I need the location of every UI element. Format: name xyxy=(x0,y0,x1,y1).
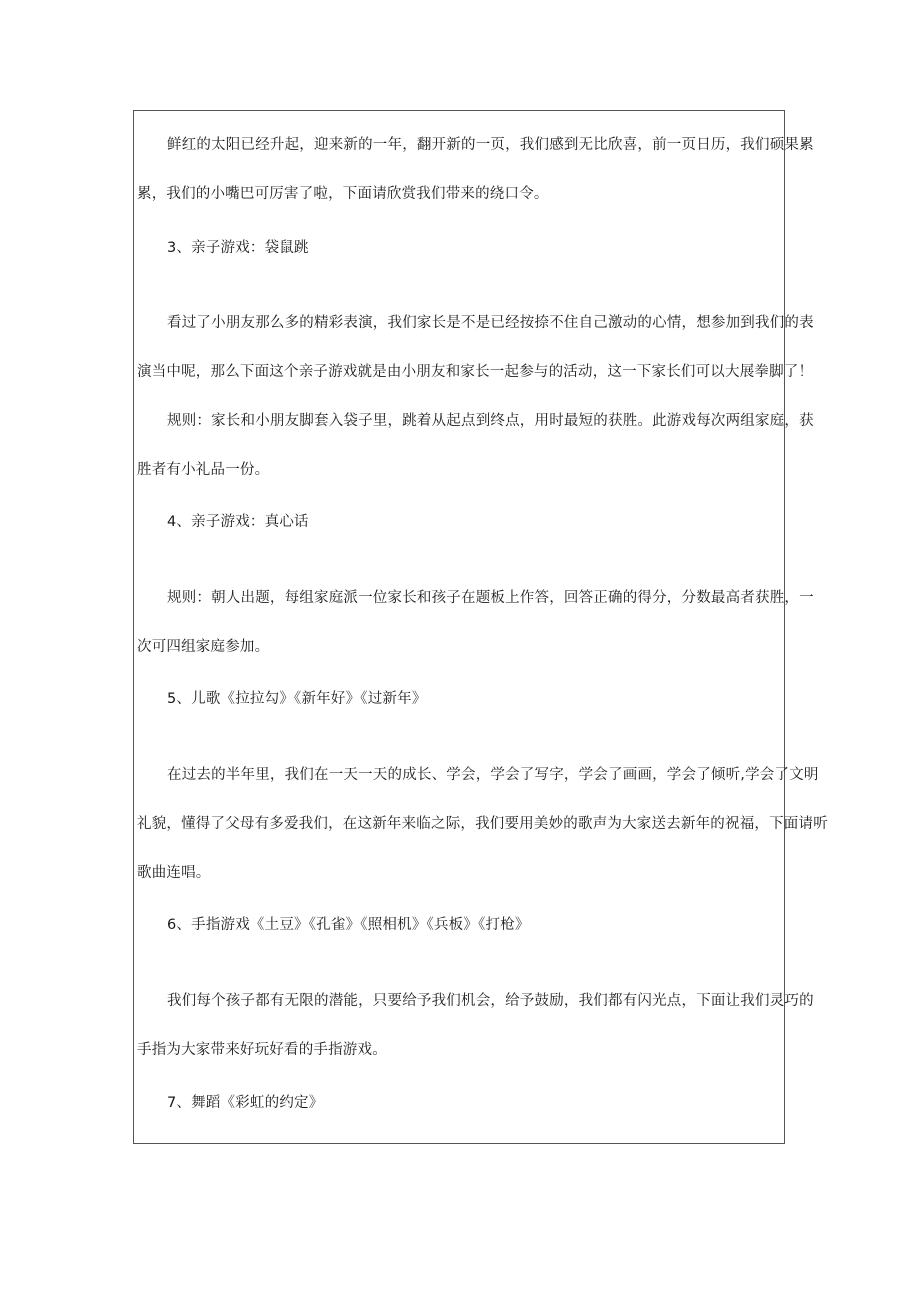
paragraph-rules-truth-line-1: 规则：朝人出题，每组家庭派一位家长和孩子在题板上作答，回答正确的得分，分数最高者获胜，一 xyxy=(167,590,814,606)
section-heading-5: 5、儿歌《拉拉勾》《新年好》《过新年》 xyxy=(167,691,427,707)
paragraph-songs-line-2: 礼貌，懂得了父母有多爱我们，在这新年来临之际，我们要用美妙的歌声为大家送去新年的祝福，下面请听 xyxy=(137,816,828,832)
paragraph-parent-game-line-1: 看过了小朋友那么多的精彩表演，我们家长是不是已经按捺不住自己激动的心情，想参加到我们的表 xyxy=(167,315,814,331)
paragraph-finger-game-line-2: 手指为大家带来好玩好看的手指游戏。 xyxy=(137,1042,387,1058)
paragraph-rules-kangaroo-line-2: 胜者有小礼品一份。 xyxy=(137,462,270,478)
section-heading-4: 4、亲子游戏：真心话 xyxy=(167,514,309,530)
paragraph-finger-game-line-1: 我们每个孩子都有无限的潜能，只要给予我们机会，给予鼓励，我们都有闪光点，下面让我们灵巧的 xyxy=(167,993,814,1009)
paragraph-intro-line-1: 鲜红的太阳已经升起，迎来新的一年，翻开新的一页，我们感到无比欣喜，前一页日历，我们硕果累 xyxy=(167,137,814,153)
paragraph-rules-truth-line-2: 次可四组家庭参加。 xyxy=(137,639,270,655)
page-frame xyxy=(133,110,785,1144)
paragraph-intro-line-2: 累，我们的小嘴巴可厉害了啦，下面请欣赏我们带来的绕口令。 xyxy=(137,186,549,202)
paragraph-rules-kangaroo-line-1: 规则：家长和小朋友脚套入袋子里，跳着从起点到终点，用时最短的获胜。此游戏每次两组家庭，获 xyxy=(167,413,814,429)
section-heading-7: 7、舞蹈《彩虹的约定》 xyxy=(167,1095,324,1111)
section-heading-3: 3、亲子游戏：袋鼠跳 xyxy=(167,240,309,256)
paragraph-songs-line-3: 歌曲连唱。 xyxy=(137,865,211,881)
paragraph-songs-line-1: 在过去的半年里，我们在一天一天的成长、学会，学会了写字，学会了画画，学会了倾听,学会了文明 xyxy=(167,767,819,783)
section-heading-6: 6、手指游戏《土豆》《孔雀》《照相机》《兵板》《打枪》 xyxy=(167,917,530,933)
paragraph-parent-game-line-2: 演当中呢，那么下面这个亲子游戏就是由小朋友和家长一起参与的活动，这一下家长们可以大展拳脚了！ xyxy=(137,364,814,380)
